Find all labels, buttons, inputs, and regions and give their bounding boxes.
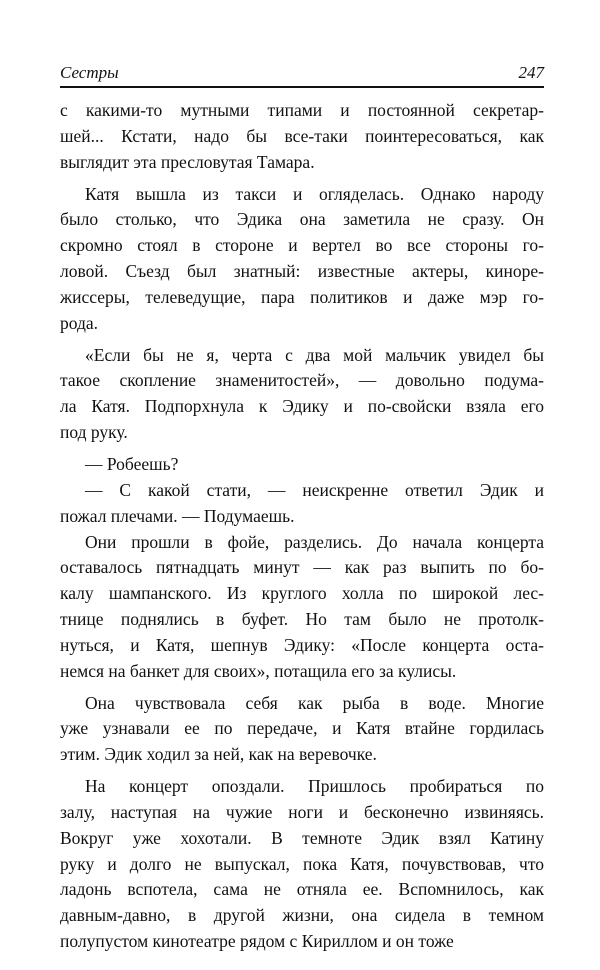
- text-line: немся на банкет для своих», потащила его за кулисы.: [60, 660, 457, 681]
- paragraph: [60, 182, 544, 337]
- text-line: с какими-то мутными типами и постоянной секретар-: [60, 100, 544, 120]
- text-line: На концерт опоздали. Пришлось пробираться по: [85, 776, 544, 797]
- text-line: этим. Эдик ходил за ней, как на веревочке.: [60, 744, 377, 765]
- text-line: Они прошли в фойе, разделись. До начала концерта: [85, 531, 544, 552]
- text-line: Она чувствовала себя как рыба в воде. Многие: [85, 692, 544, 713]
- paragraph: [60, 343, 544, 446]
- page-header: [60, 62, 544, 88]
- text-line: уже узнавали ее по передаче, и Катя втайне гордилась: [60, 718, 544, 739]
- text-line: ладонь вспотела, сама не отняла ее. Вспомнилось, как: [60, 879, 544, 900]
- text-line: жиссеры, телеведущие, пара политиков и даже мэр го-: [60, 286, 544, 307]
- paragraph: [60, 478, 544, 530]
- paragraph: [60, 774, 544, 955]
- text-line: залу, наступая на чужие ноги и бесконечно извиняясь.: [60, 801, 544, 822]
- text-line: ла Катя. Подпорхнула к Эдику и по-свойски взяла его: [60, 396, 544, 417]
- paragraph: [60, 452, 544, 478]
- text-line: было столько, что Эдика она заметила не сразу. Он: [60, 209, 544, 230]
- text-line: ловой. Съезд был знатный: известные актеры, кинорe-: [60, 261, 544, 282]
- text-line: шей... Кстати, надо бы все-таки поинтересоваться, как: [60, 125, 544, 146]
- text-line: скромно стоял в стороне и вертел во все стороны го-: [60, 235, 544, 256]
- running-title: Сестры: [60, 63, 119, 82]
- text-line: такое скопление знаменитостей», — довольно подума-: [60, 370, 544, 391]
- text-line: Катя вышла из такси и огляделась. Однако народу: [85, 183, 544, 204]
- text-line: пожал плечами. — Подумаешь.: [60, 505, 295, 526]
- text-line: калу шампанского. Из круглого холла по широкой лес-: [60, 583, 544, 604]
- text-line: «Если бы не я, черта с два мой мальчик увидел бы: [85, 344, 544, 365]
- text-line: под руку.: [60, 422, 128, 443]
- text-line: оставалось пятнадцать минут — как раз выпить по бо-: [60, 557, 544, 578]
- text-line: рода.: [60, 312, 99, 333]
- text-line: давным-давно, в другой жизни, она сидела в темном: [60, 905, 544, 926]
- text-line: — Робеешь?: [85, 453, 179, 474]
- paragraph: [60, 98, 544, 176]
- body-text: [60, 98, 544, 955]
- page-number: 247: [518, 63, 544, 82]
- text-line: выглядит эта пресловутая Тамара.: [60, 151, 315, 172]
- paragraph: [60, 691, 544, 769]
- paragraph: [60, 530, 544, 685]
- text-line: нуться, и Катя, шепнув Эдику: «После концерта оста-: [60, 634, 544, 655]
- text-line: Вокруг уже хохотали. В темноте Эдик взял Катину: [60, 827, 544, 848]
- text-line: тнице поднялись в буфет. Но там было не протолк-: [60, 609, 544, 630]
- text-line: руку и долго не выпускал, пока Катя, почувствовав, что: [60, 853, 544, 874]
- text-line: полупустом кинотеатре рядом с Кириллом и он тоже: [60, 931, 454, 952]
- text-line: — С какой стати, — неискренне ответил Эдик и: [85, 479, 544, 500]
